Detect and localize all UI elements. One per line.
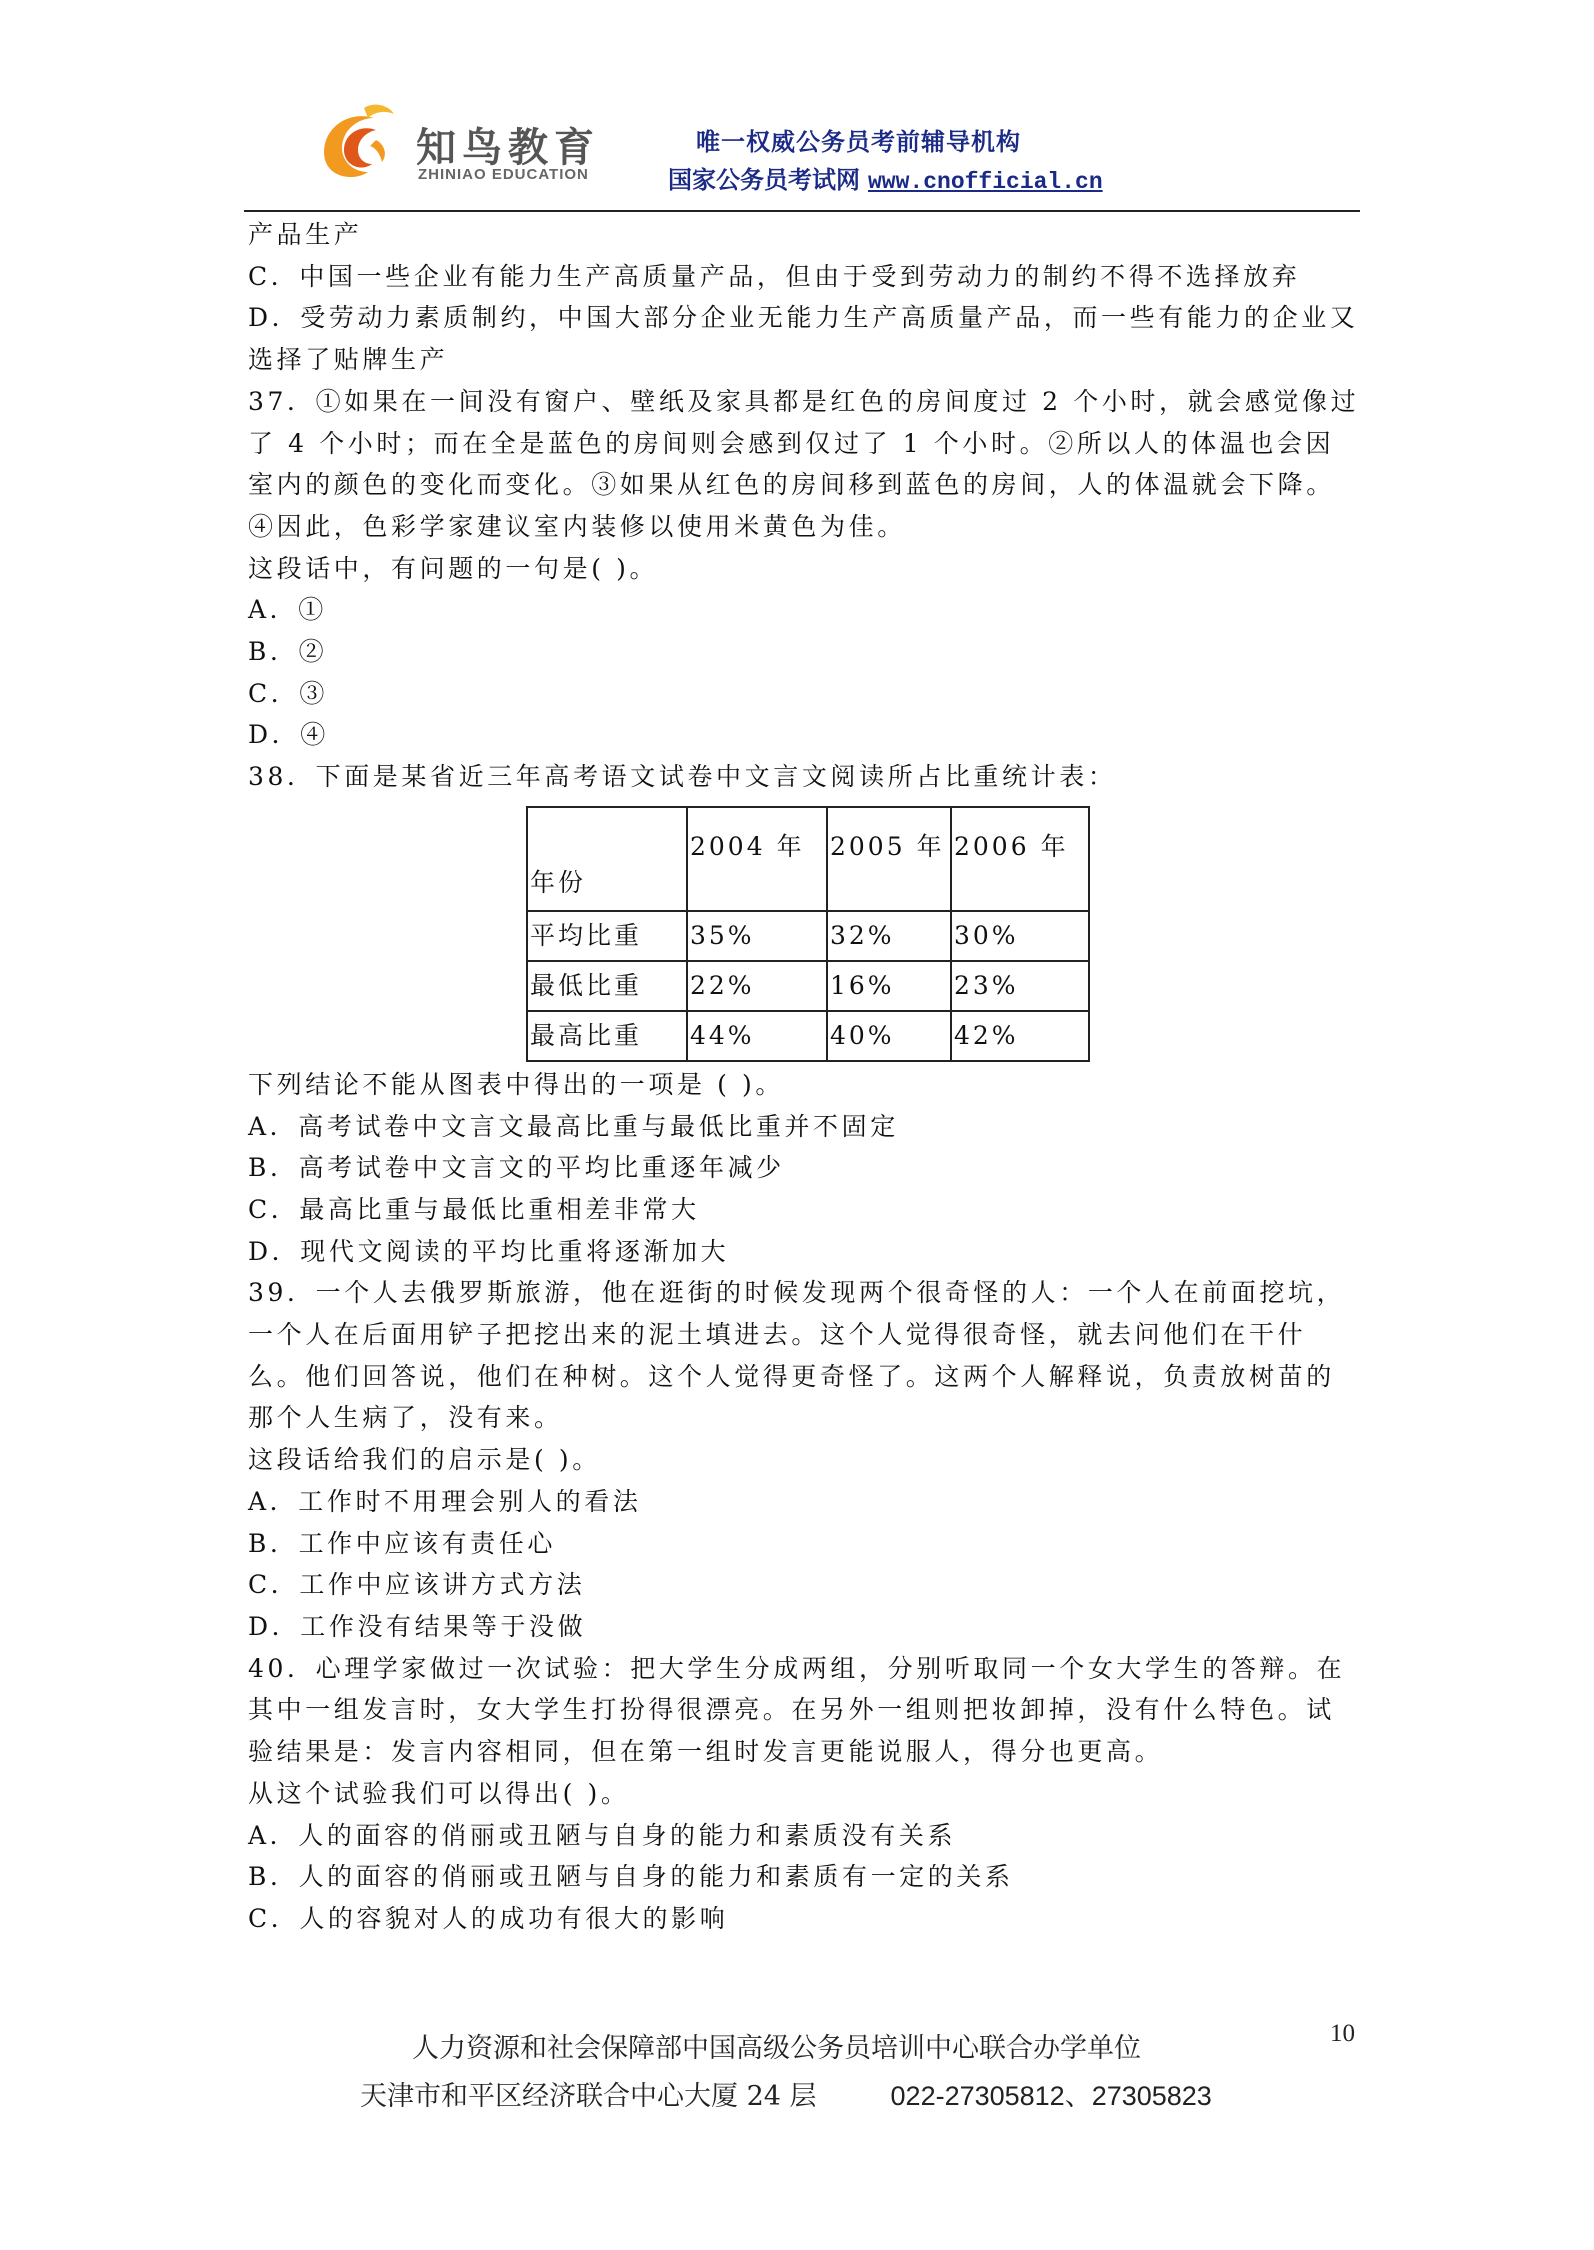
q37-option-c: C．③	[248, 678, 328, 708]
footer-address: 天津市和平区经济联合中心大厦 24 层	[360, 2081, 817, 2112]
table-header-row	[527, 807, 1089, 911]
footer-phone: 022-27305812、27305823	[890, 2081, 1212, 2111]
table-row	[527, 911, 1089, 961]
header-website	[668, 160, 1103, 195]
table-header-cell: 年份	[527, 807, 687, 911]
q37-option-d: D．④	[248, 720, 329, 750]
table-cell: 44%	[687, 1011, 827, 1061]
table-cell: 23%	[951, 961, 1089, 1011]
q40-option-c: C．人的容貌对人的成功有很大的影响	[248, 1903, 729, 1933]
q40-option-a: A．人的面容的俏丽或丑陋与自身的能力和素质没有关系	[248, 1820, 957, 1850]
q39-option-d: D．工作没有结果等于没做	[248, 1611, 587, 1641]
q38-stats-table	[526, 806, 1090, 1062]
q38-question: 下列结论不能从图表中得出的一项是 ( )。	[248, 1069, 785, 1099]
table-cell: 22%	[687, 961, 827, 1011]
q36-option-d: D．受劳动力素质制约，中国大部分企业无能力生产高质量产品，而一些有能力的企业又选择了贴牌生产	[248, 303, 1359, 375]
q40-option-b: B．人的面容的俏丽或丑陋与自身的能力和素质有一定的关系	[248, 1862, 1014, 1892]
table-cell: 32%	[827, 911, 951, 961]
q37-option-a: A．①	[248, 595, 327, 625]
zhiniao-logo-icon	[314, 100, 406, 192]
q38-option-b: B．高考试卷中文言文的平均比重逐年减少	[248, 1153, 785, 1183]
q38-option-c: C．最高比重与最低比重相差非常大	[248, 1194, 700, 1224]
q39-option-a: A．工作时不用理会别人的看法	[248, 1486, 642, 1516]
table-cell: 最高比重	[527, 1011, 687, 1061]
site-name: 国家公务员考试网	[668, 166, 860, 194]
q39-option-c: C．工作中应该讲方式方法	[248, 1570, 586, 1600]
site-url-link[interactable]: www.cnofficial.cn	[868, 169, 1103, 195]
q39-stem: 39．一个人去俄罗斯旅游，他在逛街的时候发现两个很奇怪的人：一个人在前面挖坑，一个人在后面用铲子把挖出来的泥土填进去。这个人觉得很奇怪，就去问他们在干什么。他们回答说，他们在种树。这个人觉得更奇怪了。这两个人解释说，负责放树苗的那个人生病了，没有来。	[248, 1278, 1346, 1433]
logo-subtext: ZHINIAO EDUCATION	[418, 166, 589, 183]
logo-text: 知鸟教育	[416, 125, 600, 171]
footer-contact	[360, 2074, 1212, 2113]
q38-option-a: A．高考试卷中文言文最高比重与最低比重并不固定	[248, 1111, 899, 1141]
table-cell: 35%	[687, 911, 827, 961]
table-row	[527, 1011, 1089, 1061]
q40-question: 从这个试验我们可以得出( )。	[248, 1778, 630, 1808]
table-header-cell: 2004 年	[687, 807, 827, 911]
q39-question: 这段话给我们的启示是( )。	[248, 1445, 601, 1475]
q37-question: 这段话中，有问题的一句是( )。	[248, 553, 659, 583]
table-cell: 42%	[951, 1011, 1089, 1061]
q37-stem: 37．①如果在一间没有窗户、壁纸及家具都是红色的房间度过 2 个小时，就会感觉像过了 4 个小时；而在全是蓝色的房间则会感到仅过了 1 个小时。②所以人的体温也会因室内的颜色的变化而变化。③如果从红色的房间移到蓝色的房间，人的体温就会下降。④因此，色彩学家建议室内装修以使用米黄色为佳。	[248, 386, 1360, 541]
document-body	[248, 214, 1360, 1940]
q36-option-c: C．中国一些企业有能力生产高质量产品，但由于受到劳动力的制约不得不选择放弃	[248, 261, 1301, 291]
table-cell: 最低比重	[527, 961, 687, 1011]
q39-option-b: B．工作中应该有责任心	[248, 1528, 556, 1558]
q38-option-d: D．现代文阅读的平均比重将逐渐加大	[248, 1236, 730, 1266]
table-cell: 40%	[827, 1011, 951, 1061]
table-header-cell: 2006 年	[951, 807, 1089, 911]
q36-tail-line: 产品生产	[248, 220, 363, 249]
table-cell: 30%	[951, 911, 1089, 961]
q40-stem: 40．心理学家做过一次试验：把大学生分成两组，分别听取同一个女大学生的答辩。在其中一组发言时，女大学生打扮得很漂亮。在另外一组则把妆卸掉，没有什么特色。试验结果是：发言内容相同，但在第一组时发言更能说服人，得分也更高。	[248, 1653, 1346, 1767]
header-tagline: 唯一权威公务员考前辅导机构	[696, 128, 1021, 156]
table-row	[527, 961, 1089, 1011]
page-header	[244, 88, 1360, 212]
page-number: 10	[1330, 2020, 1355, 2047]
q37-option-b: B．②	[248, 637, 328, 667]
table-cell: 平均比重	[527, 911, 687, 961]
footer-organization: 人力资源和社会保障部中国高级公务员培训中心联合办学单位	[412, 2033, 1141, 2064]
table-cell: 16%	[827, 961, 951, 1011]
q38-stem: 38．下面是某省近三年高考语文试卷中文言文阅读所占比重统计表：	[248, 762, 1117, 792]
table-header-cell: 2005 年	[827, 807, 951, 911]
